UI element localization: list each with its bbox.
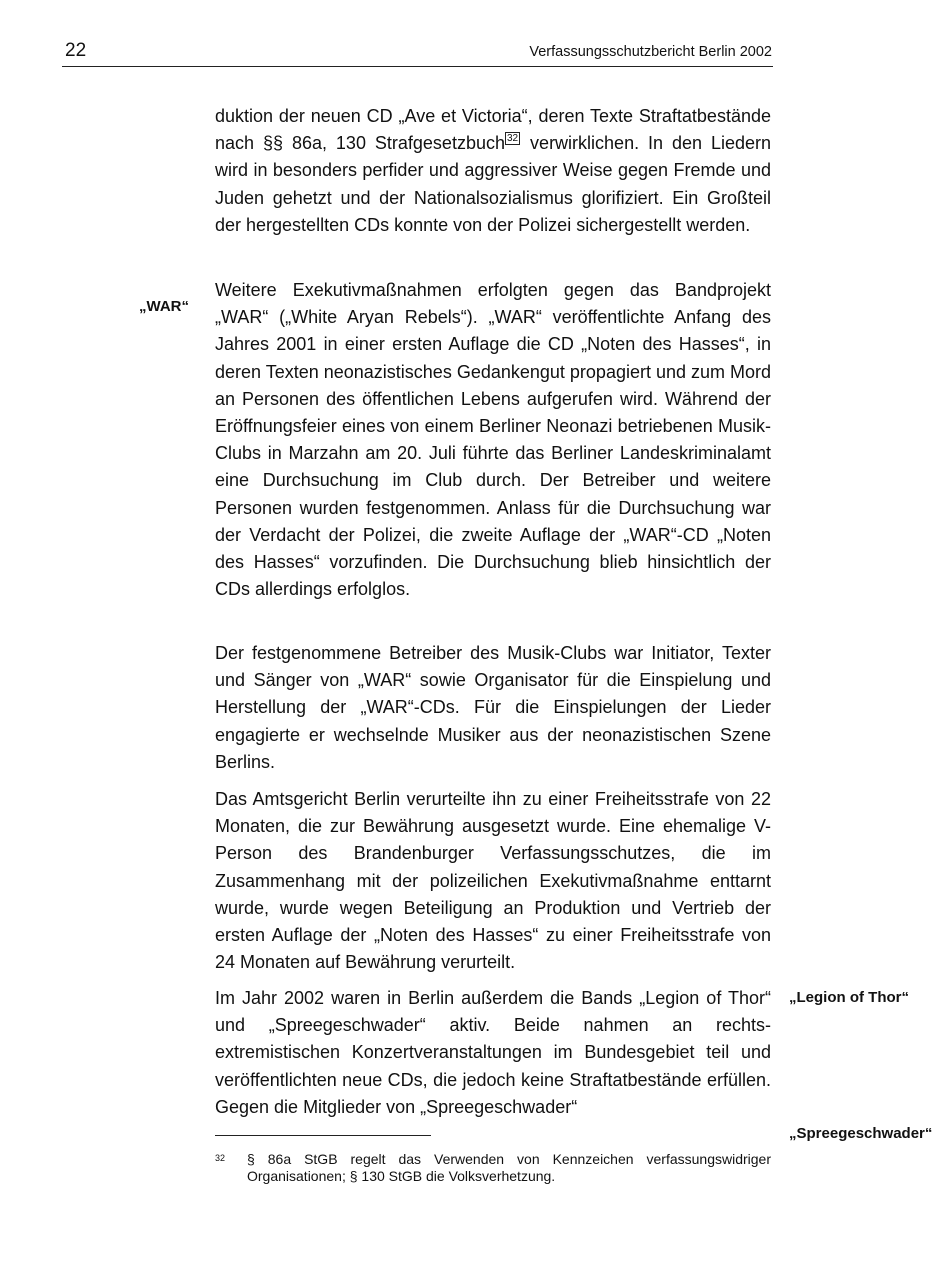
paragraph-1-text-a: duktion der neuen CD „Ave et Victoria“, deren Texte Straftatbestände nach §§ 86a, 130 Strafgesetzbuch — [215, 106, 771, 154]
running-title: Verfassungsschutzbericht Berlin 2002 — [529, 44, 772, 60]
paragraph-2-text: Weitere Exekutivmaßnahmen erfolgten gegen das Bandprojekt „WAR“ („White Aryan Rebels“). „WAR“ veröffentlichte Anfang des Jahres 2001 in einer ersten Auflage die CD „Noten des Hasses“, in deren Texten neonazistisches Gedankengut propagiert und zum Mord an Personen des öffentlichen Lebens aufgerufen wird. Während der Eröffnungsfeier eines von einem Berliner Neonazi betriebenen Musik-Clubs in Marzahn am 20. Juli führte das Berliner Landeskriminalamt eine Durchsuchung im Club durch. Der Betreiber und weitere Personen wurden festgenommen. Anlass für die Durchsuchung war der Verdacht der Polizei, die zweite Auflage der „WAR“-CD „Noten des Hasses“ vorzufinden. Die Durchsuchung blieb hinsichtlich der CDs allerdings erfolglos. — [215, 280, 772, 600]
footnote-divider — [215, 1135, 431, 1136]
paragraph-4 — [215, 786, 771, 976]
margin-note-war: „WAR“ — [139, 298, 189, 315]
page-header — [62, 40, 773, 67]
footnote — [215, 1151, 771, 1185]
footnote-number: 32 — [215, 1153, 226, 1163]
page-number: 22 — [65, 40, 87, 61]
paragraph-3-text: Der festgenommene Betreiber des Musik-Clubs war Initiator, Texter und Sänger von „WAR“ sowie Organisator für die Einspielung und Herstellung der „WAR“-CDs. Für die Einspielungen der Lieder engagierte er wechselnde Musiker aus der neonazistischen Szene Berlins. — [215, 643, 771, 772]
paragraph-5 — [215, 985, 771, 1121]
paragraph-2 — [215, 277, 771, 603]
footnote-reference[interactable]: 32 — [506, 133, 519, 145]
paragraph-1 — [215, 103, 771, 239]
paragraph-5-text: Im Jahr 2002 waren in Berlin außerdem die Bands „Legion of Thor“ und „Spreegeschwader“ aktiv. Beide nahmen an rechtsextremistischen Konzertveranstaltungen im Bundesgebiet teil und veröffentlichten neue CDs, die jedoch keine Straftatbestände erfüllen. Gegen die Mitglieder von „Spreegeschwader“ — [215, 988, 771, 1117]
margin-note-legion-of-thor: „Legion of Thor“ — [789, 989, 909, 1006]
footnote-text: § 86a StGB regelt das Verwenden von Kennzeichen verfassungswidriger Organisationen; § 130 StGB die Volksverhetzung. — [247, 1151, 771, 1184]
paragraph-4-text: Das Amtsgericht Berlin verurteilte ihn zu einer Freiheitsstrafe von 22 Monaten, die zur Bewährung ausgesetzt wurde. Eine ehemalige V-Person des Brandenburger Verfassungsschutzes, die im Zusammenhang mit der polizeilichen Exekutivmaßnahme enttarnt wurde, wurde wegen Beteiligung an Produktion und Vertrieb der ersten Auflage der „Noten des Hasses“ zu einer Freiheitsstrafe von 24 Monaten auf Bewährung verurteilt. — [215, 789, 771, 973]
margin-note-spreegeschwader: „Spreegeschwader“ — [789, 1125, 932, 1142]
paragraph-1-text-b: verwirklichen. In den Liedern wird in besonders perfider und aggressiver Weise gegen Fremde und Juden gehetzt und der Nationalsozialismus glorifiziert. Ein Großteil der hergestellten CDs konnte von der Polizei sichergestellt werden. — [215, 133, 772, 235]
paragraph-3 — [215, 640, 771, 776]
